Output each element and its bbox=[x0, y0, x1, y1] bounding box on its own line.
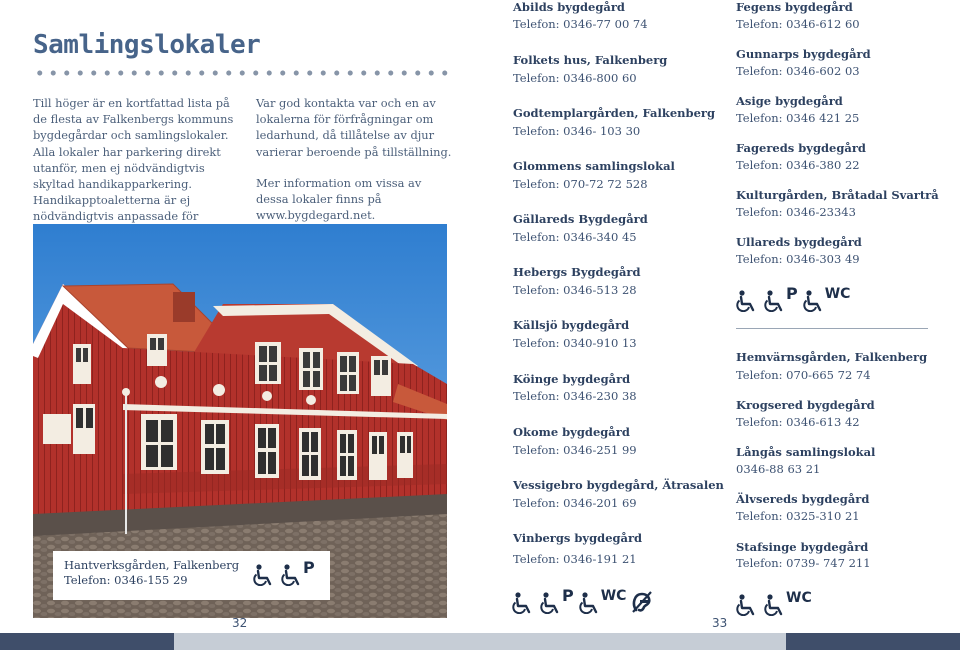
venue-name: Godtemplargården, Falkenberg bbox=[513, 106, 715, 120]
intro-paragraph-3: Mer information om vissa av dessa lokaler finns på www.bygdegard.net. bbox=[256, 175, 422, 223]
venue-name: Folkets hus, Falkenberg bbox=[513, 53, 668, 67]
venue-name: Vinbergs bygdegård bbox=[513, 531, 643, 545]
caption-venue-phone: Telefon: 0346-155 29 bbox=[64, 573, 188, 587]
venue-phone: Telefon: 0325-310 21 bbox=[736, 509, 860, 523]
caption-accessibility-icons bbox=[252, 560, 315, 586]
column-2-group-1-accessibility-icons bbox=[735, 286, 850, 312]
wc-label: WC bbox=[824, 286, 851, 302]
venue-phone: Telefon: 0346-191 21 bbox=[513, 552, 637, 566]
venue-phone: Telefon: 0346-230 38 bbox=[513, 389, 637, 403]
venue-phone: Telefon: 070-665 72 74 bbox=[736, 368, 871, 382]
intro-paragraph-2: Var god kontakta var och en av lokalerna för förfrågningar om ledarhund, då tillåtelse av djur varierar beroende på tillställning. bbox=[256, 96, 452, 159]
venue-phone: Telefon: 0346-251 99 bbox=[513, 443, 637, 457]
venue-name: Fagereds bygdegård bbox=[736, 141, 866, 155]
venue-name: Gunnarps bygdegård bbox=[736, 47, 871, 61]
venue-phone: Telefon: 0346-613 42 bbox=[736, 415, 860, 429]
page-number-right: 33 bbox=[712, 616, 728, 630]
wheelchair-icon bbox=[511, 592, 535, 614]
page-title: Samlingslokaler bbox=[33, 30, 261, 60]
venue-phone: Telefon: 0346-612 60 bbox=[736, 17, 860, 31]
parking-label: P bbox=[303, 558, 315, 577]
venue-name: Långås samlingslokal bbox=[736, 445, 876, 459]
venue-name: Fegens bygdegård bbox=[736, 0, 853, 14]
wheelchair-wc-icon bbox=[763, 590, 812, 616]
venue-name: Okome bygdegård bbox=[513, 425, 630, 439]
venue-name: Vessigebro bygdegård, Ätrasalen bbox=[513, 478, 724, 492]
footer-bar-light bbox=[174, 633, 786, 650]
footer-bar-right-dark bbox=[786, 633, 960, 650]
venue-name: Källsjö bygdegård bbox=[513, 318, 630, 332]
caption-venue-name: Hantverksgården, Falkenberg bbox=[64, 558, 240, 572]
venue-name: Krogsered bygdegård bbox=[736, 398, 875, 412]
venue-name: Köinge bygdegård bbox=[513, 372, 631, 386]
wheelchair-parking-icon bbox=[763, 284, 798, 312]
venue-phone: Telefon: 0346-201 69 bbox=[513, 496, 637, 510]
venue-name: Glommens samlingslokal bbox=[513, 159, 675, 173]
column-2-group-2-accessibility-icons bbox=[735, 590, 812, 616]
wheelchair-icon bbox=[735, 594, 759, 616]
venue-name: Stafsinge bygdegård bbox=[736, 540, 869, 554]
photo-caption bbox=[53, 551, 330, 600]
venue-name: Abilds bygdegård bbox=[513, 0, 625, 14]
venue-name: Kulturgården, Bråtadal Svartrå bbox=[736, 188, 939, 202]
venue-phone: Telefon: 0739- 747 211 bbox=[736, 556, 871, 570]
intro-column-2 bbox=[256, 95, 452, 238]
venue-phone: Telefon: 070-72 72 528 bbox=[513, 177, 648, 191]
venue-name: Ullareds bygdegård bbox=[736, 235, 862, 249]
wheelchair-parking-icon bbox=[539, 586, 574, 614]
column-1-accessibility-icons bbox=[511, 588, 654, 614]
venue-name: Hebergs Bygdegård bbox=[513, 265, 641, 279]
venue-phone: Telefon: 0346-340 45 bbox=[513, 230, 637, 244]
dotted-divider bbox=[33, 68, 453, 78]
section-divider bbox=[736, 328, 928, 329]
wheelchair-icon bbox=[252, 564, 276, 586]
parking-label: P bbox=[562, 586, 574, 605]
wheelchair-parking-icon bbox=[280, 558, 315, 586]
wheelchair-icon bbox=[735, 290, 759, 312]
wc-label: WC bbox=[600, 588, 627, 604]
venue-phone: Telefon: 0346 421 25 bbox=[736, 111, 860, 125]
intro-paragraph-1: Till höger är en kortfattad lista på de flesta av Falkenbergs kommuns bygdegårdar och samlingslokaler. Alla lokaler har parkering direkt utanför, men ej nödvändigtvis skyltad handikapparkering. Handikapptoaletterna är ej nödvändigtvis anpassade för bbox=[33, 96, 234, 224]
footer-bar-left-dark bbox=[0, 633, 174, 650]
venue-phone: Telefon: 0346-380 22 bbox=[736, 158, 860, 172]
venue-phone: Telefon: 0340-910 13 bbox=[513, 336, 637, 350]
parking-label: P bbox=[786, 284, 798, 303]
venue-name: Gällareds Bygdegård bbox=[513, 212, 648, 226]
wheelchair-wc-icon bbox=[578, 588, 627, 614]
wheelchair-wc-icon bbox=[802, 286, 851, 312]
venue-name: Älvsereds bygdegård bbox=[736, 492, 870, 506]
hearing-loop-icon bbox=[630, 590, 654, 614]
venue-phone: Telefon: 0346- 103 30 bbox=[513, 124, 641, 138]
venue-phone: Telefon: 0346-513 28 bbox=[513, 283, 637, 297]
venue-name: Hemvärnsgården, Falkenberg bbox=[736, 350, 928, 364]
wc-label: WC bbox=[786, 590, 812, 606]
venue-phone: 0346-88 63 21 bbox=[736, 462, 821, 476]
page-number-left: 32 bbox=[232, 616, 248, 630]
venue-phone: Telefon: 0346-800 60 bbox=[513, 71, 637, 85]
venue-name: Asige bygdegård bbox=[736, 94, 843, 108]
venue-phone: Telefon: 0346-602 03 bbox=[736, 64, 860, 78]
venue-phone: Telefon: 0346-77 00 74 bbox=[513, 17, 648, 31]
venue-phone: Telefon: 0346-303 49 bbox=[736, 252, 860, 266]
venue-phone: Telefon: 0346-23343 bbox=[736, 205, 856, 219]
